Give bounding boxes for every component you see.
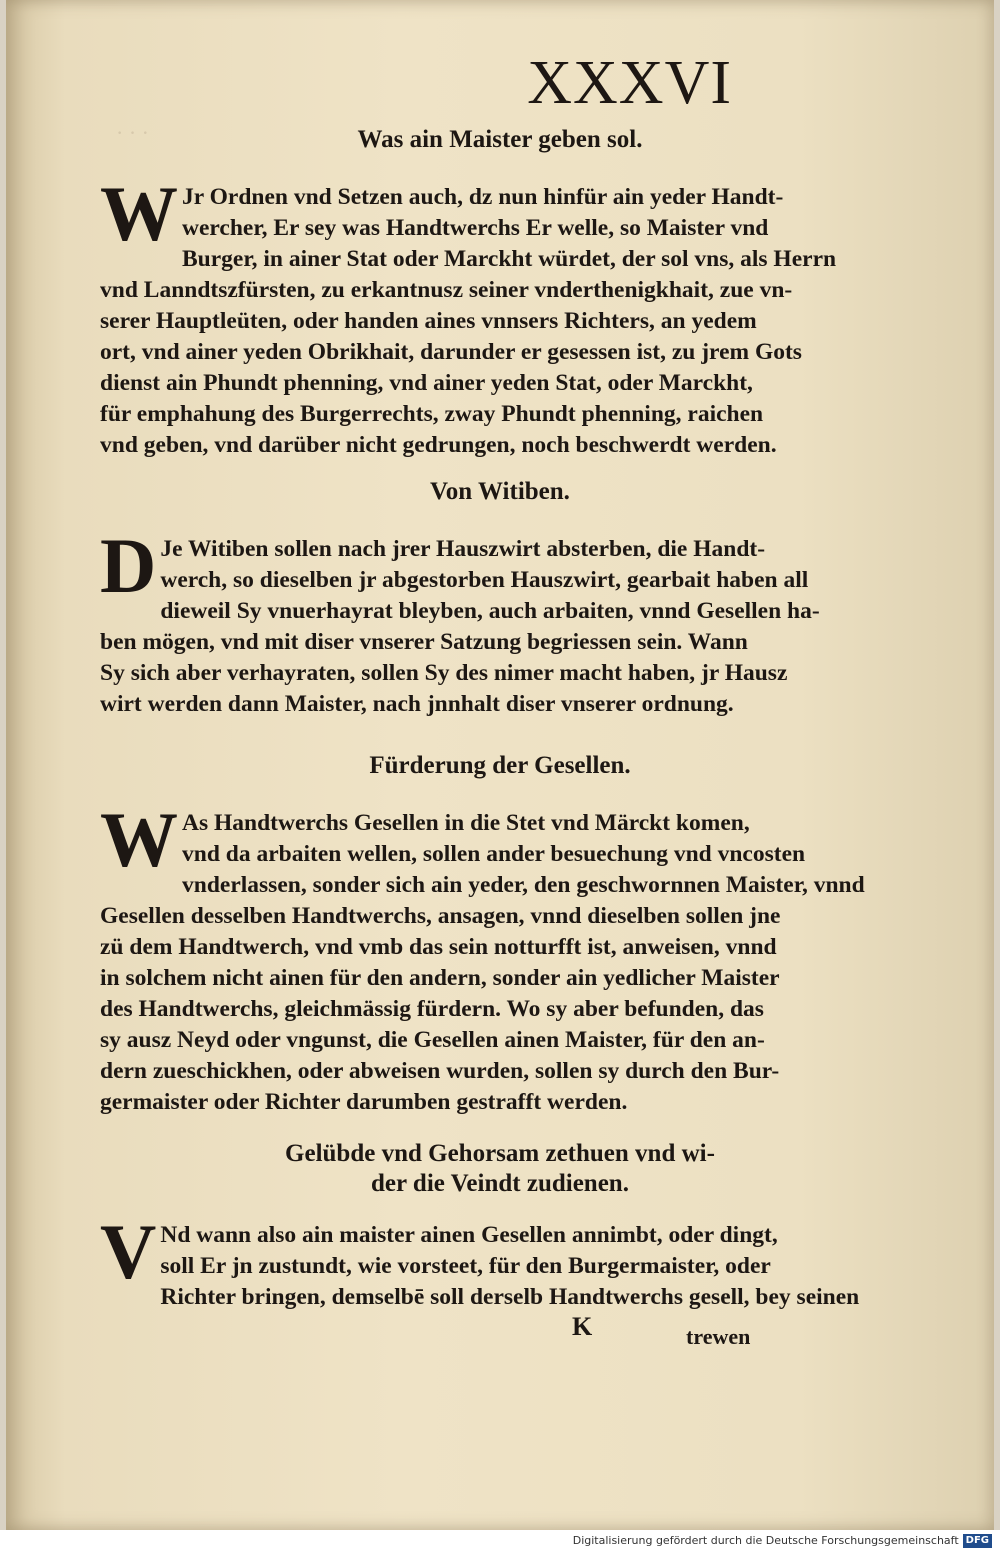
text-line: ben mögen, vnd mit diser vnserer Satzung begriessen sein. Wann (100, 629, 748, 655)
drop-capital: W (100, 170, 178, 257)
paragraph-master-fee (100, 170, 837, 461)
text-line: Jr Ordnen vnd Setzen auch, dz nun hinfür ain yeder Handt- (182, 184, 784, 210)
section-heading-journeymen: Fürderung der Gesellen. (369, 752, 631, 779)
text-line: dern zueschickhen, oder abweisen wurden, sollen sy durch den Bur- (100, 1058, 780, 1084)
text-line: Nd wann also ain maister ainen Gesellen annimbt, oder dingt, (160, 1222, 778, 1248)
text-line: wercher, Er sey was Handtwerchs Er welle, so Maister vnd (182, 215, 769, 241)
paragraph-widows (100, 522, 820, 720)
folio-number: XXXVI (527, 49, 732, 117)
text-line: des Handtwerchs, gleichmässig fürdern. Wo sy aber befunden, das (100, 996, 764, 1022)
drop-capital: V (100, 1208, 157, 1295)
footer-text: Digitalisierung gefördert durch die Deutsche Forschungsgemeinschaft (572, 1534, 959, 1547)
text-line: werch, so dieselben jr abgestorben Hauszwirt, gearbait haben all (160, 567, 809, 593)
section-heading-master-fee: Was ain Maister geben sol. (357, 126, 643, 153)
signature-mark: K (572, 1312, 593, 1341)
text-line: in solchem nicht ainen für den andern, sonder ain yedlicher Maister (100, 965, 780, 991)
text-line: vnd geben, vnd darüber nicht gedrungen, noch beschwerdt werden. (100, 432, 777, 458)
text-line: soll Er jn zustundt, wie vorsteet, für den Burgermaister, oder (160, 1253, 771, 1279)
text-line: Burger, in ainer Stat oder Marckht würdet, der sol vns, als Herrn (182, 246, 837, 272)
text-line: dieweil Sy vnuerhayrat bleyben, auch arbaiten, vnnd Gesellen ha- (160, 598, 820, 624)
text-line: sy ausz Neyd oder vngunst, die Gesellen ainen Maister, für den an- (100, 1027, 765, 1053)
catchword: trewen (686, 1324, 751, 1349)
text-line: ort, vnd ainer yeden Obrikhait, darunder er gesessen ist, zu jrem Gots (100, 339, 802, 365)
text-line: Je Witiben sollen nach jrer Hauszwirt absterben, die Handt- (160, 536, 766, 562)
text-line: vnd da arbaiten wellen, sollen ander besuechung vnd vncosten (182, 841, 806, 867)
section-heading-widows: Von Witiben. (430, 478, 570, 505)
text-line: As Handtwerchs Gesellen in die Stet vnd Märckt komen, (182, 810, 750, 836)
text-line: vnderlassen, sonder sich ain yeder, den geschwornnen Maister, vnnd (182, 872, 865, 898)
text-line: für emphahung des Burgerrechts, zway Phundt phenning, raichen (100, 401, 764, 427)
text-line: Sy sich aber verhayraten, sollen Sy des nimer macht haben, jr Hausz (100, 660, 788, 686)
drop-capital: D (100, 522, 157, 609)
text-line: Richter bringen, demselbē soll derselb Handtwerchs gesell, bey seinen (160, 1284, 860, 1310)
text-line: germaister oder Richter darumben gestrafft werden. (100, 1089, 628, 1115)
section-heading-oath-line2: der die Veindt zudienen. (371, 1170, 629, 1197)
dfg-logo[interactable]: DFG (963, 1534, 992, 1548)
paragraph-oath (100, 1208, 860, 1313)
text-line: wirt werden dann Maister, nach jnnhalt diser vnserer ordnung. (100, 691, 734, 717)
bleed-through-text: · · · (116, 120, 149, 145)
drop-capital: W (100, 796, 178, 883)
footer-credit (0, 1530, 1000, 1551)
text-line: vnd Lanndtszfürsten, zu erkantnusz seiner vnderthenigkhait, zue vn- (100, 277, 793, 303)
text-line: dienst ain Phundt phenning, vnd ainer yeden Stat, oder Marckht, (100, 370, 753, 396)
paragraph-journeymen (100, 796, 865, 1118)
section-heading-oath: Gelübde vnd Gehorsam zethuen vnd wi- (285, 1140, 715, 1167)
text-line: serer Hauptleüten, oder handen aines vnnsers Richters, an yedem (100, 308, 757, 334)
text-line: zü dem Handtwerch, vnd vmb das sein notturfft ist, anweisen, vnnd (100, 934, 777, 960)
book-page (6, 0, 994, 1530)
text-line: Gesellen desselben Handtwerchs, ansagen, vnnd dieselben sollen jne (100, 903, 781, 929)
